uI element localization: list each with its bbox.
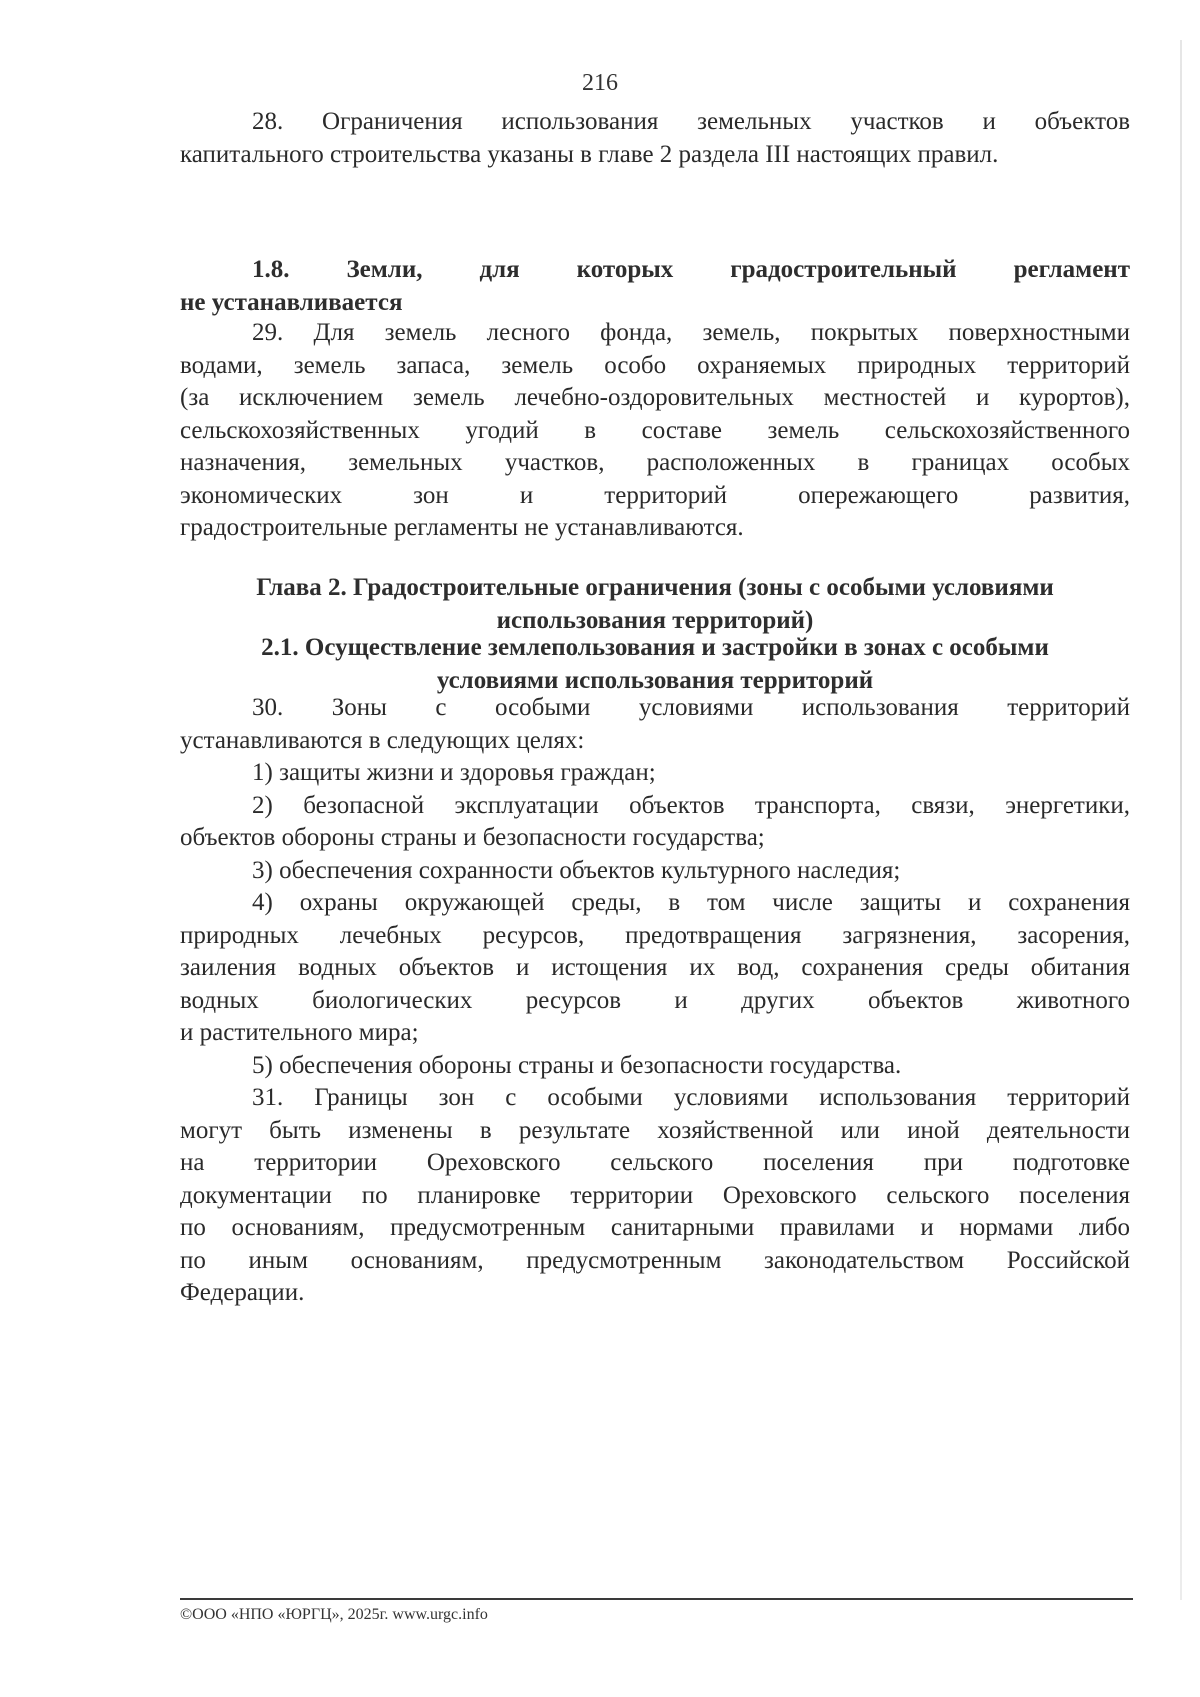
- footer-copyright: ©ООО «НПО «ЮРГЦ», 2025г. www.urgc.info: [180, 1606, 488, 1623]
- paragraph-29-line: водами, земель запаса, земель особо охраняемых природных территорий: [180, 351, 1130, 379]
- paragraph-31-line: 31. Границы зон с особыми условиями использования территорий: [252, 1084, 1130, 1111]
- list-item-4-line: и растительного мира;: [180, 1019, 419, 1046]
- paragraph-29: [180, 317, 1130, 545]
- paragraph-31-line: Федерации.: [180, 1279, 305, 1306]
- list-item-4-line: заиления водных объектов и истощения их вод, сохранения среды обитания: [180, 954, 1130, 981]
- chapter-2-heading-line-1: Глава 2. Градостроительные ограничения (зоны с особыми условиями: [256, 574, 1054, 601]
- list-item-3: 3) обеспечения сохранности объектов культурного наследия;: [252, 856, 901, 884]
- paragraph-31-line: по иным основаниям, предусмотренным законодательством Российской: [180, 1246, 1130, 1274]
- paragraph-28-line-2: капитального строительства указаны в главе 2 раздела III настоящих правил.: [180, 140, 999, 168]
- section-2-1-heading-line-2: условиями использования территорий: [436, 666, 874, 694]
- chapter-2-heading-line-2: использования территорий): [496, 606, 814, 634]
- paragraph-30: [180, 692, 1130, 1082]
- paragraph-31-line: документации по планировке территории Ореховского сельского поселения: [180, 1181, 1130, 1209]
- list-item-4-line: водных биологических ресурсов и других объектов животного: [180, 986, 1130, 1014]
- paragraph-29-line: (за исключением земель лечебно-оздоровительных местностей и курортов),: [180, 384, 1130, 411]
- section-1-8-heading-line-2: не устанавливается: [180, 288, 403, 316]
- section-2-1-heading-line-1: 2.1. Осуществление землепользования и застройки в зонах с особыми: [261, 634, 1049, 661]
- paragraph-29-line: экономических зон и территорий опережающего развития,: [180, 481, 1130, 509]
- chapter-2-heading: [180, 572, 1130, 637]
- section-2-1-heading: [180, 632, 1130, 697]
- paragraph-30-line-1: 30. Зоны с особыми условиями использования территорий: [252, 694, 1130, 721]
- paragraph-28-line-1: 28. Ограничения использования земельных участков и объектов: [252, 108, 1130, 135]
- list-item-2-line-2: объектов обороны страны и безопасности государства;: [180, 824, 765, 851]
- section-1-8-heading: [180, 254, 1130, 319]
- paragraph-28: [180, 106, 1130, 171]
- list-item-4-line: 4) охраны окружающей среды, в том числе защиты и сохранения: [252, 889, 1130, 916]
- footer-divider: [180, 1598, 1133, 1600]
- paragraph-31-line: по основаниям, предусмотренным санитарными правилами и нормами либо: [180, 1214, 1130, 1241]
- paragraph-31-line: могут быть изменены в результате хозяйственной или иной деятельности: [180, 1116, 1130, 1144]
- list-item-1: 1) защиты жизни и здоровья граждан;: [252, 759, 656, 786]
- page-number: 216: [582, 70, 618, 96]
- list-item-2-line-1: 2) безопасной эксплуатации объектов транспорта, связи, энергетики,: [252, 791, 1130, 819]
- list-item-5: 5) обеспечения обороны страны и безопасности государства.: [252, 1051, 902, 1079]
- paragraph-29-line: градостроительные регламенты не устанавливаются.: [180, 514, 744, 541]
- paragraph-29-line: назначения, земельных участков, расположенных в границах особых: [180, 449, 1130, 476]
- scan-edge-shadow: [1180, 40, 1182, 1600]
- paragraph-31-line: на территории Ореховского сельского поселения при подготовке: [180, 1149, 1130, 1176]
- section-1-8-heading-line-1: 1.8. Земли, для которых градостроительный регламент: [252, 256, 1130, 283]
- list-item-4-line: природных лечебных ресурсов, предотвращения загрязнения, засорения,: [180, 921, 1130, 949]
- paragraph-31: [180, 1082, 1130, 1310]
- paragraph-29-line: сельскохозяйственных угодий в составе земель сельскохозяйственного: [180, 416, 1130, 444]
- paragraph-30-line-2: устанавливаются в следующих целях:: [180, 726, 585, 754]
- paragraph-29-line: 29. Для земель лесного фонда, земель, покрытых поверхностными: [252, 319, 1130, 346]
